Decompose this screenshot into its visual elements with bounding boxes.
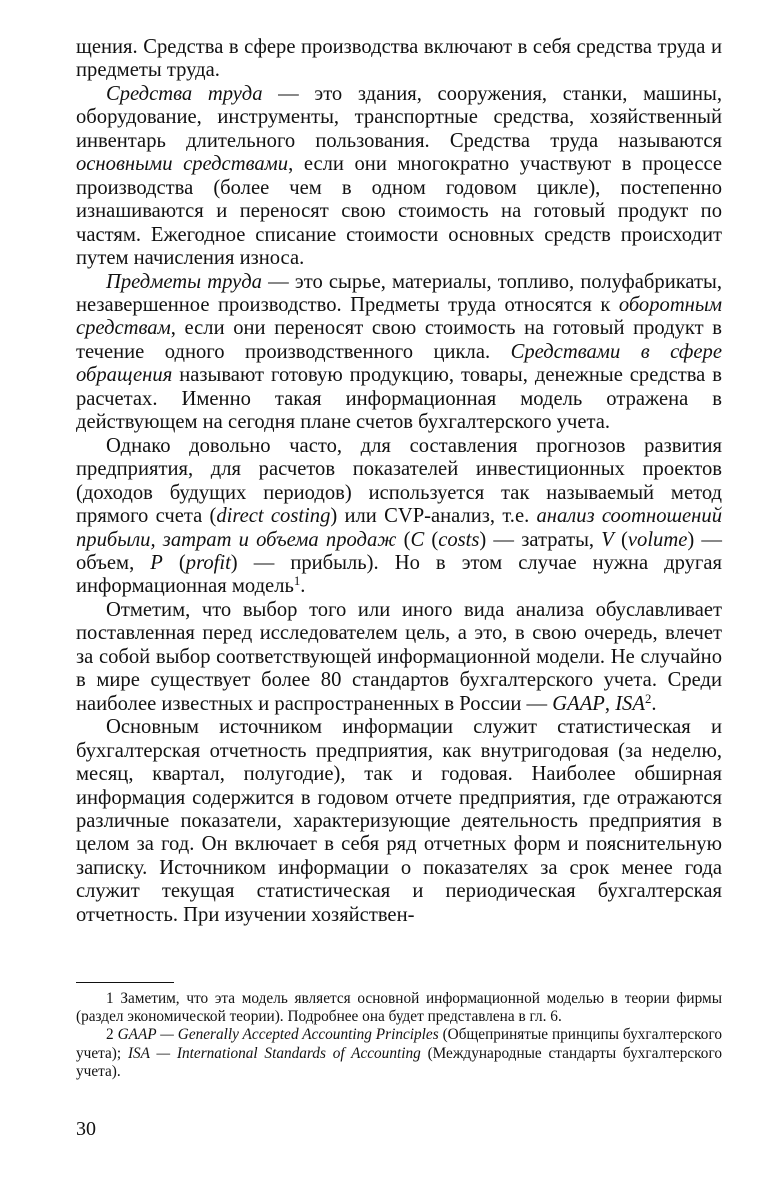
italic-term: основными средствами <box>76 153 289 176</box>
italic-term: ISA <box>615 692 645 715</box>
italic-term: C <box>410 528 425 551</box>
text-run: , если они многократно участвуют в процессе производства (более чем в одном годовом цикле), постепенно изнашиваются и переносят свою стоимость на готовый продукт по частям. Ежегодное списание стоимости основных средств происходит путем начисления износа. <box>76 153 723 270</box>
text-run: , если они переносят свою стоимость на готовый продукт в течение одного производственного цикла. <box>76 317 722 363</box>
italic-term: Средствами в сфере обращения <box>76 340 722 387</box>
italic-term: profit <box>185 551 231 574</box>
text-run: Отметим, что выбор того или иного вида анализа обуславливает поставленная перед исследователем цель, а это, в свою очередь, влечет за собой выбор соответствующей информационной модели. Не случайно в мире существует более 80 стандартов бухгалтерского учета. Среди наиболее известных и распространенных в России — <box>76 598 722 715</box>
paragraph <box>76 83 722 271</box>
text-run: . <box>300 575 306 598</box>
italic-term: volume <box>627 528 688 551</box>
footnotes <box>76 990 722 1081</box>
text-run: щения. Средства в сфере производства включают в себя средства труда и предметы труда. <box>76 36 722 82</box>
body-text <box>76 36 722 927</box>
text-run: . <box>651 692 657 715</box>
paragraph <box>76 36 722 83</box>
italic-term: анализ соотношений прибыли, затрат и объема продаж <box>76 505 722 551</box>
footnote <box>76 1026 722 1081</box>
italic-term: Средства труда <box>106 82 263 105</box>
text-run: 2 <box>106 1026 118 1044</box>
italic-term: direct costing <box>216 505 331 528</box>
text-run: (Общепринятые принципы бухгалтерского учета); <box>76 1026 722 1062</box>
footnote-divider <box>76 982 174 983</box>
footnote-ref: 2 <box>644 691 652 706</box>
text-run: ( <box>396 528 411 551</box>
footnote-ref: 1 <box>293 574 301 589</box>
text-run: ( <box>613 528 628 551</box>
text-run: — это здания, сооружения, станки, машины, оборудование, инструменты, транспортные средства, хозяйственный инвентарь длительного пользования. Средства труда называются <box>76 82 722 152</box>
text-run: ) — объем, <box>76 528 722 574</box>
text-run: ) или CVP-анализ, т.е. <box>330 505 537 528</box>
text-run: , <box>604 692 616 715</box>
paragraph <box>76 435 722 599</box>
text-run: Основным источником информации служит статистическая и бухгалтерская отчетность предприятия, как внутригодовая (за неделю, месяц, квартал, полугодие), так и годовая. Наиболее обширная информация содержится в годовом отчете предприятия, где отражаются различные показатели, характеризующие деятельность предприятия в целом за год. Он включает в себя ряд отчетных форм и пояснительную записку. Источником информации о показателях за срок менее года служит текущая статистическая и периодическая бухгалтерская отчетность. При изучении хозяйствен- <box>76 716 722 926</box>
paragraph <box>76 271 722 435</box>
paragraph <box>76 716 722 927</box>
italic-term: GAAP <box>552 692 605 715</box>
text-run: (Международные стандарты бухгалтерского учета). <box>76 1044 722 1080</box>
text-run: ) — затраты, <box>479 528 602 551</box>
text-run: называют готовую продукцию, товары, денежные средства в расчетах. Именно такая информационная модель отражена в действующем на сегодня плане счетов бухгалтерского учета. <box>76 364 722 434</box>
page-number: 30 <box>76 1118 96 1140</box>
footnote <box>76 990 722 1026</box>
italic-term: GAAP — Generally Accepted Accounting Principles <box>117 1026 439 1044</box>
italic-term: Предметы труда <box>106 270 262 293</box>
italic-term: P <box>150 551 163 574</box>
italic-term: costs <box>438 528 480 551</box>
paragraph <box>76 599 722 716</box>
text-run: — это сырье, материалы, топливо, полуфабрикаты, незавершенное производство. Предметы труда относятся к <box>76 270 722 316</box>
text-run: Однако довольно часто, для составления прогнозов развития предприятия, для расчетов показателей инвестиционных проектов (доходов будущих периодов) используется так называемый метод прямого счета ( <box>76 434 722 528</box>
text-run: ) — прибыль). Но в этом случае нужна другая информационная модель <box>76 551 722 598</box>
text-run: ( <box>162 551 186 574</box>
italic-term: V <box>601 528 614 551</box>
italic-term: оборотным средствам <box>76 293 722 340</box>
italic-term: ISA — International Standards of Accounting <box>127 1044 421 1062</box>
text-run: ( <box>424 528 439 551</box>
text-run: 1 Заметим, что эта модель является основной информационной моделью в теории фирмы (раздел экономической теории). Подробнее она будет представлена в гл. 6. <box>76 990 722 1026</box>
